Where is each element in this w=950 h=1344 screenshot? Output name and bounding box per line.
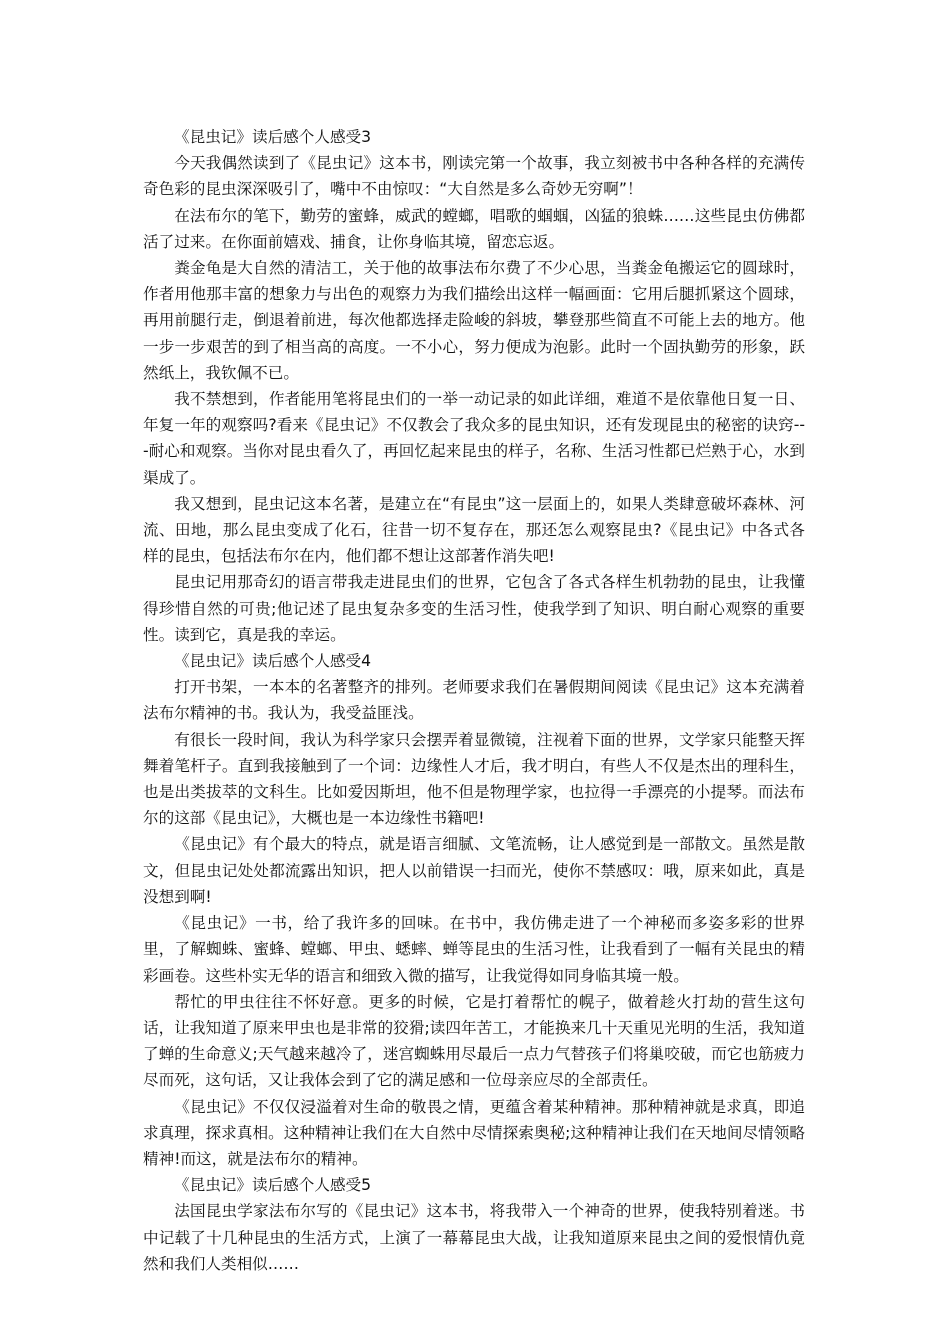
section-3-paragraph: 我不禁想到，作者能用笔将昆虫们的一举一动记录的如此详细，难道不是依靠他日复一日、年复一年的观察吗?看来《昆虫记》不仅教会了我众多的昆虫知识，还有发现昆虫的秘密的诀窍---耐心和观察。当你对昆虫看久了，再回忆起来昆虫的样子，名称、生活习性都已烂熟于心，水到渠成了。 [143,390,805,487]
section-5-paragraph: 法国昆虫学家法布尔写的《昆虫记》这本书，将我带入一个神奇的世界，使我特别着迷。书中记载了十几种昆虫的生活方式，上演了一幕幕昆虫大战，让我知道原来昆虫之间的爱恨情仇竟然和我们人类相似…… [143,1202,805,1273]
section-4-paragraph: 帮忙的甲虫往往不怀好意。更多的时候，它是打着帮忙的幌子，做着趁火打劫的营生这句话，让我知道了原来甲虫也是非常的狡猾;读四年苦工，才能换来几十天重见光明的生活，我知道了蝉的生命意义;天气越来越冷了，迷宫蜘蛛用尽最后一点力气替孩子们将巢咬破，而它也筋疲力尽而死，这句话，又让我体会到了它的满足感和一位母亲应尽的全部责任。 [143,992,805,1090]
section-5-title: 《昆虫记》读后感个人感受5 [174,1176,372,1195]
section-3-paragraph: 在法布尔的笔下，勤劳的蜜蜂，威武的螳螂，唱歌的蝈蝈，凶猛的狼蛛……这些昆虫仿佛都活了过来。在你面前嬉戏、捕食，让你身临其境，留恋忘返。 [143,206,805,251]
section-3-paragraph: 今天我偶然读到了《昆虫记》这本书，刚读完第一个故事，我立刻被书中各种各样的充满传奇色彩的昆虫深深吸引了，嘴中不由惊叹：“大自然是多么奇妙无穷啊”！ [143,154,805,199]
section-4-paragraph: 《昆虫记》有个最大的特点，就是语言细腻、文笔流畅，让人感觉到是一部散文。虽然是散文，但昆虫记处处都流露出知识，把人以前错误一扫而光，使你不禁感叹：哦，原来如此，真是没想到啊! [143,835,805,906]
section-4-paragraph: 打开书架，一本本的名著整齐的排列。老师要求我们在暑假期间阅读《昆虫记》这本充满着法布尔精神的书。我认为，我受益匪浅。 [143,678,805,723]
section-4-title: 《昆虫记》读后感个人感受4 [174,652,372,671]
section-4-paragraph: 有很长一段时间，我认为科学家只会摆弄着显微镜，注视着下面的世界，文学家只能整天挥舞着笔杆子。直到我接触到了一个词：边缘性人才后，我才明白，有些人不仅是杰出的理科生，也是出类拔萃的文科生。比如爱因斯坦，他不但是物理学家，也拉得一手漂亮的小提琴。而法布尔的这部《昆虫记》，大概也是一本边缘性书籍吧! [143,730,805,828]
section-3-paragraph: 我又想到，昆虫记这本名著，是建立在“有昆虫”这一层面上的，如果人类肆意破坏森林、河流、田地，那么昆虫变成了化石，往昔一切不复存在，那还怎么观察昆虫?《昆虫记》中各式各样的昆虫，包括法布尔在内，他们都不想让这部著作消失吧! [143,494,805,566]
section-4-paragraph: 《昆虫记》不仅仅浸溢着对生命的敬畏之情，更蕴含着某种精神。那种精神就是求真，即追求真理，探求真相。这种精神让我们在大自然中尽情探索奥秘;这种精神让我们在天地间尽情领略精神!而这，就是法布尔的精神。 [143,1097,805,1168]
section-4-paragraph: 《昆虫记》一书，给了我许多的回味。在书中，我仿佛走进了一个神秘而多姿多彩的世界里，了解蜘蛛、蜜蜂、螳螂、甲虫、蟋蟀、蝉等昆虫的生活习性，让我看到了一幅有关昆虫的精彩画卷。这些朴实无华的语言和细致入微的描写，让我觉得如同身临其境一般。 [143,914,805,985]
section-3-paragraph: 粪金龟是大自然的清洁工，关于他的故事法布尔费了不少心思，当粪金龟搬运它的圆球时，作者用他那丰富的想象力与出色的观察力为我们描绘出这样一幅画面：它用后腿抓紧这个圆球，再用前腿行走，倒退着前进，每次他都选择走险峻的斜坡，攀登那些简直不可能上去的地方。他一步一步艰苦的到了相当高的高度。一不小心，努力便成为泡影。此时一个固执勤劳的形象，跃然纸上，我钦佩不已。 [143,259,805,382]
section-3-paragraph: 昆虫记用那奇幻的语言带我走进昆虫们的世界，它包含了各式各样生机勃勃的昆虫，让我懂得珍惜自然的可贵;他记述了昆虫复杂多变的生活习性，使我学到了知识、明白耐心观察的重要性。读到它，真是我的幸运。 [143,573,805,644]
section-3-title: 《昆虫记》读后感个人感受3 [174,128,372,146]
document-body [143,124,805,1277]
